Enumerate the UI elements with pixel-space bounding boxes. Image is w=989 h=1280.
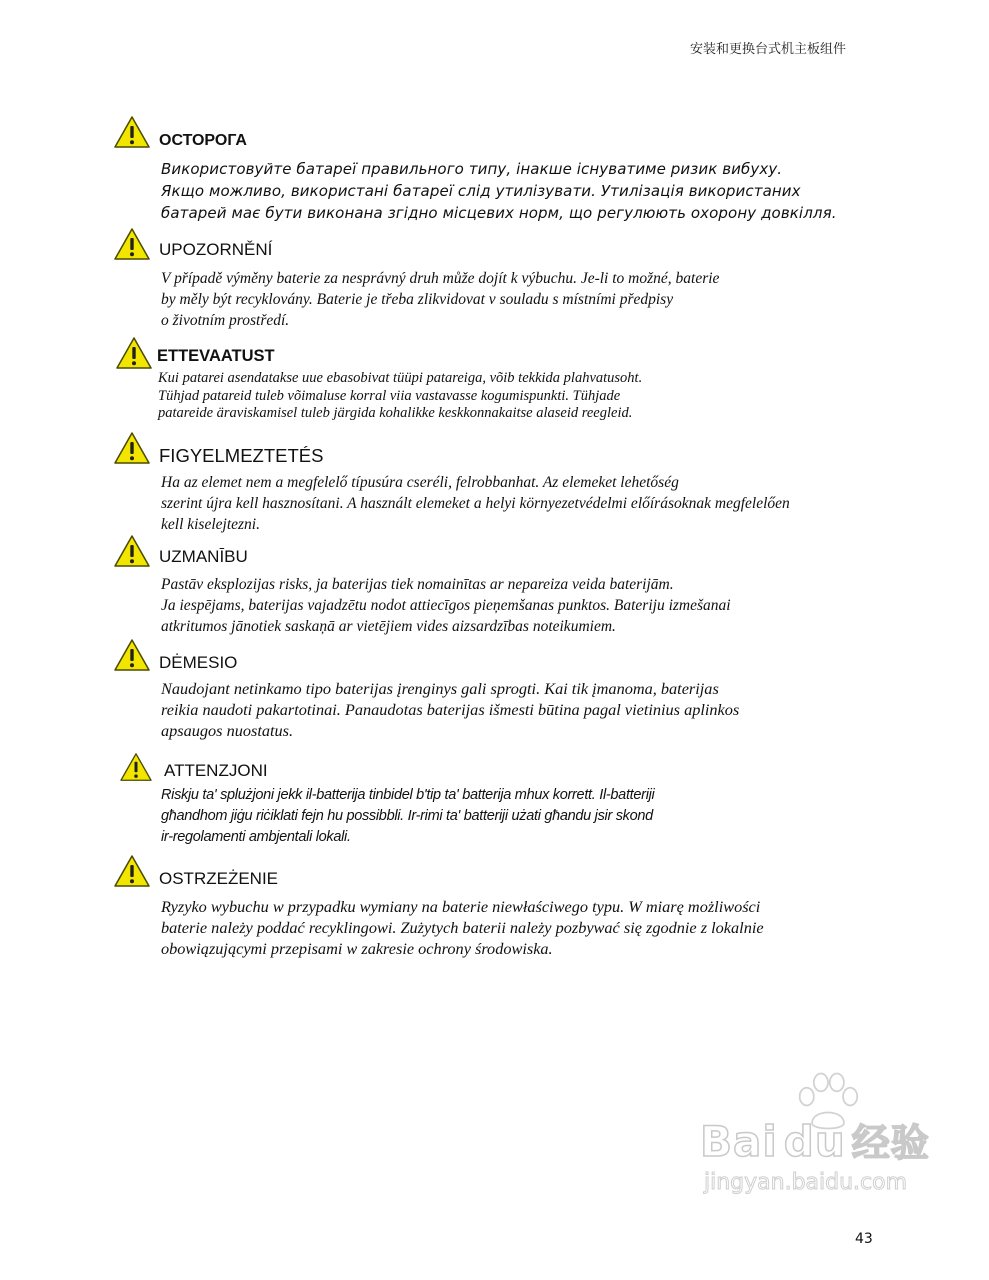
warning-text-line: baterie należy poddać recyklingowi. Zużytych baterii należy pozbywać się zgodnie z lokalnie xyxy=(161,918,764,937)
warning-text xyxy=(161,896,764,959)
warning-maltese xyxy=(113,752,873,852)
warning-text-line: patareide äraviskamisel tuleb järgida kohalikke keskkonnakaitse alaseid reegleid. xyxy=(158,405,633,421)
page-number: 43 xyxy=(855,1231,873,1247)
warning-text-line: V případě výměny baterie za nesprávný druh může dojít k výbuchu. Je-li to možné, baterie xyxy=(161,270,720,287)
warning-text-line: Kui patarei asendatakse uue ebasobivat tüüpi patareiga, võib tekkida plahvatusoht. xyxy=(158,370,643,386)
baidu-logo-text: Bai xyxy=(700,1117,778,1166)
warning-text-line: kell kiselejtezni. xyxy=(161,516,260,533)
warning-text-line: батарей має бути виконана згідно місцевих норм, що регулюють охорону довкілля. xyxy=(161,204,837,222)
warning-text-line: Naudojant netinkamo tipo baterijas įrenginys gali sprogti. Kai tik įmanoma, baterijas xyxy=(161,679,719,698)
warning-text xyxy=(161,268,719,331)
warning-text xyxy=(161,472,790,535)
warning-hungarian xyxy=(113,431,873,536)
baidu-logo-du: du xyxy=(783,1117,846,1166)
warning-text xyxy=(158,370,642,423)
warning-title: ATTENZJONI xyxy=(164,761,268,780)
warning-text-line: Riskju ta' splużjoni jekk il-batterija tinbidel b'tip ta' batterija mhux korrett. Il-batteriji xyxy=(161,787,655,803)
warning-title: DĖMESIO xyxy=(159,653,238,672)
page-header: 安装和更换台式机主板组件 xyxy=(690,42,847,57)
warning-text-line: reikia naudoti pakartotinai. Panaudotas baterijas išmesti būtina pagal vietinius aplinkos xyxy=(161,700,740,719)
warning-title: OSTRZEŻENIE xyxy=(159,869,279,888)
warning-text xyxy=(161,678,739,741)
warning-lithuanian xyxy=(113,638,873,743)
warning-triangle-icon xyxy=(115,336,153,370)
warning-title: ETTEVAATUST xyxy=(157,347,275,365)
warning-triangle-icon xyxy=(113,227,151,261)
warning-text xyxy=(161,158,837,224)
warning-text-line: by měly být recyklovány. Baterie je třeba zlikvidovat v souladu s místními předpisy xyxy=(161,291,674,308)
warning-title: ОСТОРОГА xyxy=(159,132,247,149)
warning-triangle-icon xyxy=(119,752,153,782)
warning-text-line: Використовуйте батареї правильного типу, інакше існуватиме ризик вибуху. xyxy=(161,160,783,178)
warning-text xyxy=(161,574,731,637)
baidu-logo xyxy=(700,1112,930,1167)
watermark-url: jingyan.baidu.com xyxy=(704,1170,908,1195)
warning-title: UZMANĪBU xyxy=(159,547,248,566)
warning-triangle-icon xyxy=(113,534,151,568)
warning-text-line: ir-regolamenti ambjentali lokali. xyxy=(161,829,351,845)
warning-text-line: Pastāv eksplozijas risks, ja baterijas tiek nomainītas ar nepareiza veida baterijām. xyxy=(161,576,674,593)
warning-text-line: Ja iespējams, baterijas vajadzētu nodot attiecīgos pieņemšanas punktos. Bateriju izmešanai xyxy=(161,597,731,614)
warning-text-line: Tühjad patareid tuleb võimaluse korral viia vastavasse kogumispunkti. Tühjade xyxy=(158,387,621,404)
warning-text-line: Ryzyko wybuchu w przypadku wymiany na baterie niewłaściwego typu. W miarę możliwości xyxy=(161,897,761,916)
baidu-logo-cn: 经验 xyxy=(851,1121,930,1165)
warning-triangle-icon xyxy=(113,115,151,149)
warning-title: FIGYELMEZTETÉS xyxy=(159,445,324,466)
warning-triangle-icon xyxy=(113,638,151,672)
warning-text-line: obowiązującymi przepisami w zakresie ochrony środowiska. xyxy=(161,939,553,958)
baidu-watermark xyxy=(700,1070,940,1240)
warning-polish xyxy=(113,854,873,964)
warning-latvian xyxy=(113,534,873,639)
warning-triangle-icon xyxy=(113,854,151,888)
warning-text-line: għandhom jiġu riċiklati fejn hu possibbli. Ir-rimi ta' batteriji użati għandu jsir skond xyxy=(161,808,653,824)
warning-estonian xyxy=(113,336,873,426)
warning-text-line: Якщо можливо, використані батареї слід утилізувати. Утилізація використаних xyxy=(161,182,801,200)
warning-title: UPOZORNĚNÍ xyxy=(159,240,273,259)
warning-triangle-icon xyxy=(113,431,151,465)
warning-czech xyxy=(113,227,873,332)
warning-text-line: apsaugos nuostatus. xyxy=(161,721,294,740)
warning-text-line: atkritumos jānotiek saskaņā ar vietējiem vides aizsardzības noteikumiem. xyxy=(161,618,616,635)
warning-ukrainian xyxy=(113,115,873,225)
warning-text-line: Ha az elemet nem a megfelelő típusúra cseréli, felrobbanhat. Az elemeket lehetőség xyxy=(161,474,679,491)
warning-text-line: szerint újra kell hasznosítani. A használt elemeket a helyi környezetvédelmi előírásoknak megfelelően xyxy=(161,495,790,512)
warning-text xyxy=(161,785,654,848)
warning-text-line: o životním prostředí. xyxy=(161,312,290,329)
